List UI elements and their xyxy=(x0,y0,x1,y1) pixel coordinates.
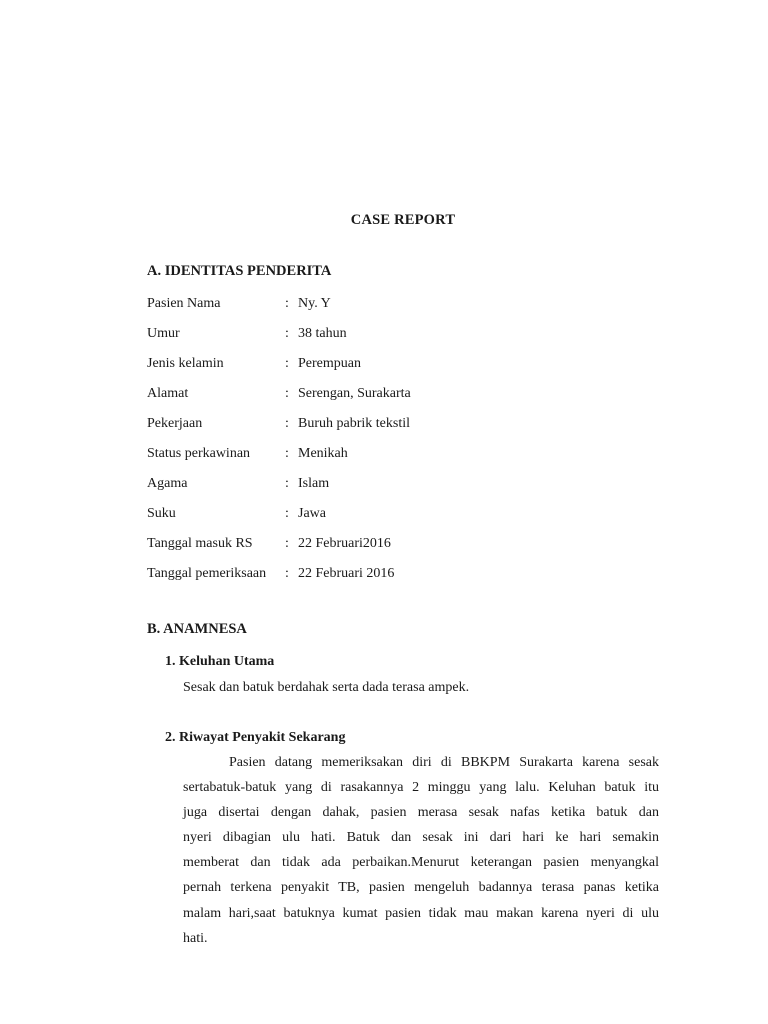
identity-row xyxy=(147,356,647,376)
identity-row xyxy=(147,536,647,556)
identity-row xyxy=(147,506,647,526)
identity-row xyxy=(147,566,647,586)
paragraph-line: nyeri dibagian ulu hati. Batuk dan sesak ini dari hari ke hari semakin xyxy=(183,830,659,845)
identity-label: Alamat xyxy=(147,386,189,401)
identity-label: Suku xyxy=(147,506,176,521)
document-title: CASE REPORT xyxy=(350,212,456,228)
identity-colon: : xyxy=(285,326,289,341)
identity-value: Islam xyxy=(298,476,330,491)
identity-value: 22 Februari2016 xyxy=(298,536,391,551)
identity-label: Agama xyxy=(147,476,188,491)
section-a-heading: A. IDENTITAS PENDERITA xyxy=(147,263,332,279)
identity-row xyxy=(147,326,647,346)
identity-value: Perempuan xyxy=(298,356,361,371)
section-b-heading: B. ANAMNESA xyxy=(147,621,247,637)
riwayat-heading: 2. Riwayat Penyakit Sekarang xyxy=(165,730,346,745)
identity-colon: : xyxy=(285,356,289,371)
paragraph-line: memberat dan tidak ada perbaikan.Menurut keterangan pasien menyangkal xyxy=(183,855,659,870)
identity-colon: : xyxy=(285,476,289,491)
identity-label: Tanggal pemeriksaan xyxy=(147,566,267,581)
identity-label: Status perkawinan xyxy=(147,446,251,461)
identity-value: 38 tahun xyxy=(298,326,347,341)
identity-colon: : xyxy=(285,566,289,581)
identity-label: Pasien Nama xyxy=(147,296,221,311)
paragraph-line: pernah terkena penyakit TB, pasien mengeluh badannya terasa panas ketika xyxy=(183,880,659,895)
keluhan-utama-text: Sesak dan batuk berdahak serta dada terasa ampek. xyxy=(183,680,470,695)
paragraph-line: malam hari,saat batuknya kumat pasien tidak mau makan karena nyeri di ulu xyxy=(183,906,659,921)
identity-value: Jawa xyxy=(298,506,326,521)
identity-label: Jenis kelamin xyxy=(147,356,224,371)
paragraph-line: sertabatuk-batuk yang di rasakannya 2 minggu yang lalu. Keluhan batuk itu xyxy=(183,780,659,795)
identity-label: Pekerjaan xyxy=(147,416,203,431)
identity-value: Ny. Y xyxy=(298,296,331,311)
identity-row xyxy=(147,476,647,496)
identity-colon: : xyxy=(285,506,289,521)
paragraph-line: hati. xyxy=(183,931,208,946)
identity-row xyxy=(147,386,647,406)
identity-row xyxy=(147,446,647,466)
paragraph-line: Pasien datang memeriksakan diri di BBKPM Surakarta karena sesak xyxy=(229,755,659,770)
identity-label: Umur xyxy=(147,326,180,341)
identity-colon: : xyxy=(285,416,289,431)
identity-colon: : xyxy=(285,536,289,551)
identity-colon: : xyxy=(285,386,289,401)
paragraph-line: juga disertai dengan dahak, pasien merasa sesak nafas ketika batuk dan xyxy=(183,805,659,820)
identity-value: 22 Februari 2016 xyxy=(298,566,395,581)
identity-row xyxy=(147,416,647,436)
identity-value: Menikah xyxy=(298,446,348,461)
identity-value: Buruh pabrik tekstil xyxy=(298,416,410,431)
keluhan-utama-heading: 1. Keluhan Utama xyxy=(165,654,275,669)
identity-colon: : xyxy=(285,296,289,311)
identity-row xyxy=(147,296,647,316)
identity-label: Tanggal masuk RS xyxy=(147,536,253,551)
identity-value: Serengan, Surakarta xyxy=(298,386,411,401)
identity-colon: : xyxy=(285,446,289,461)
